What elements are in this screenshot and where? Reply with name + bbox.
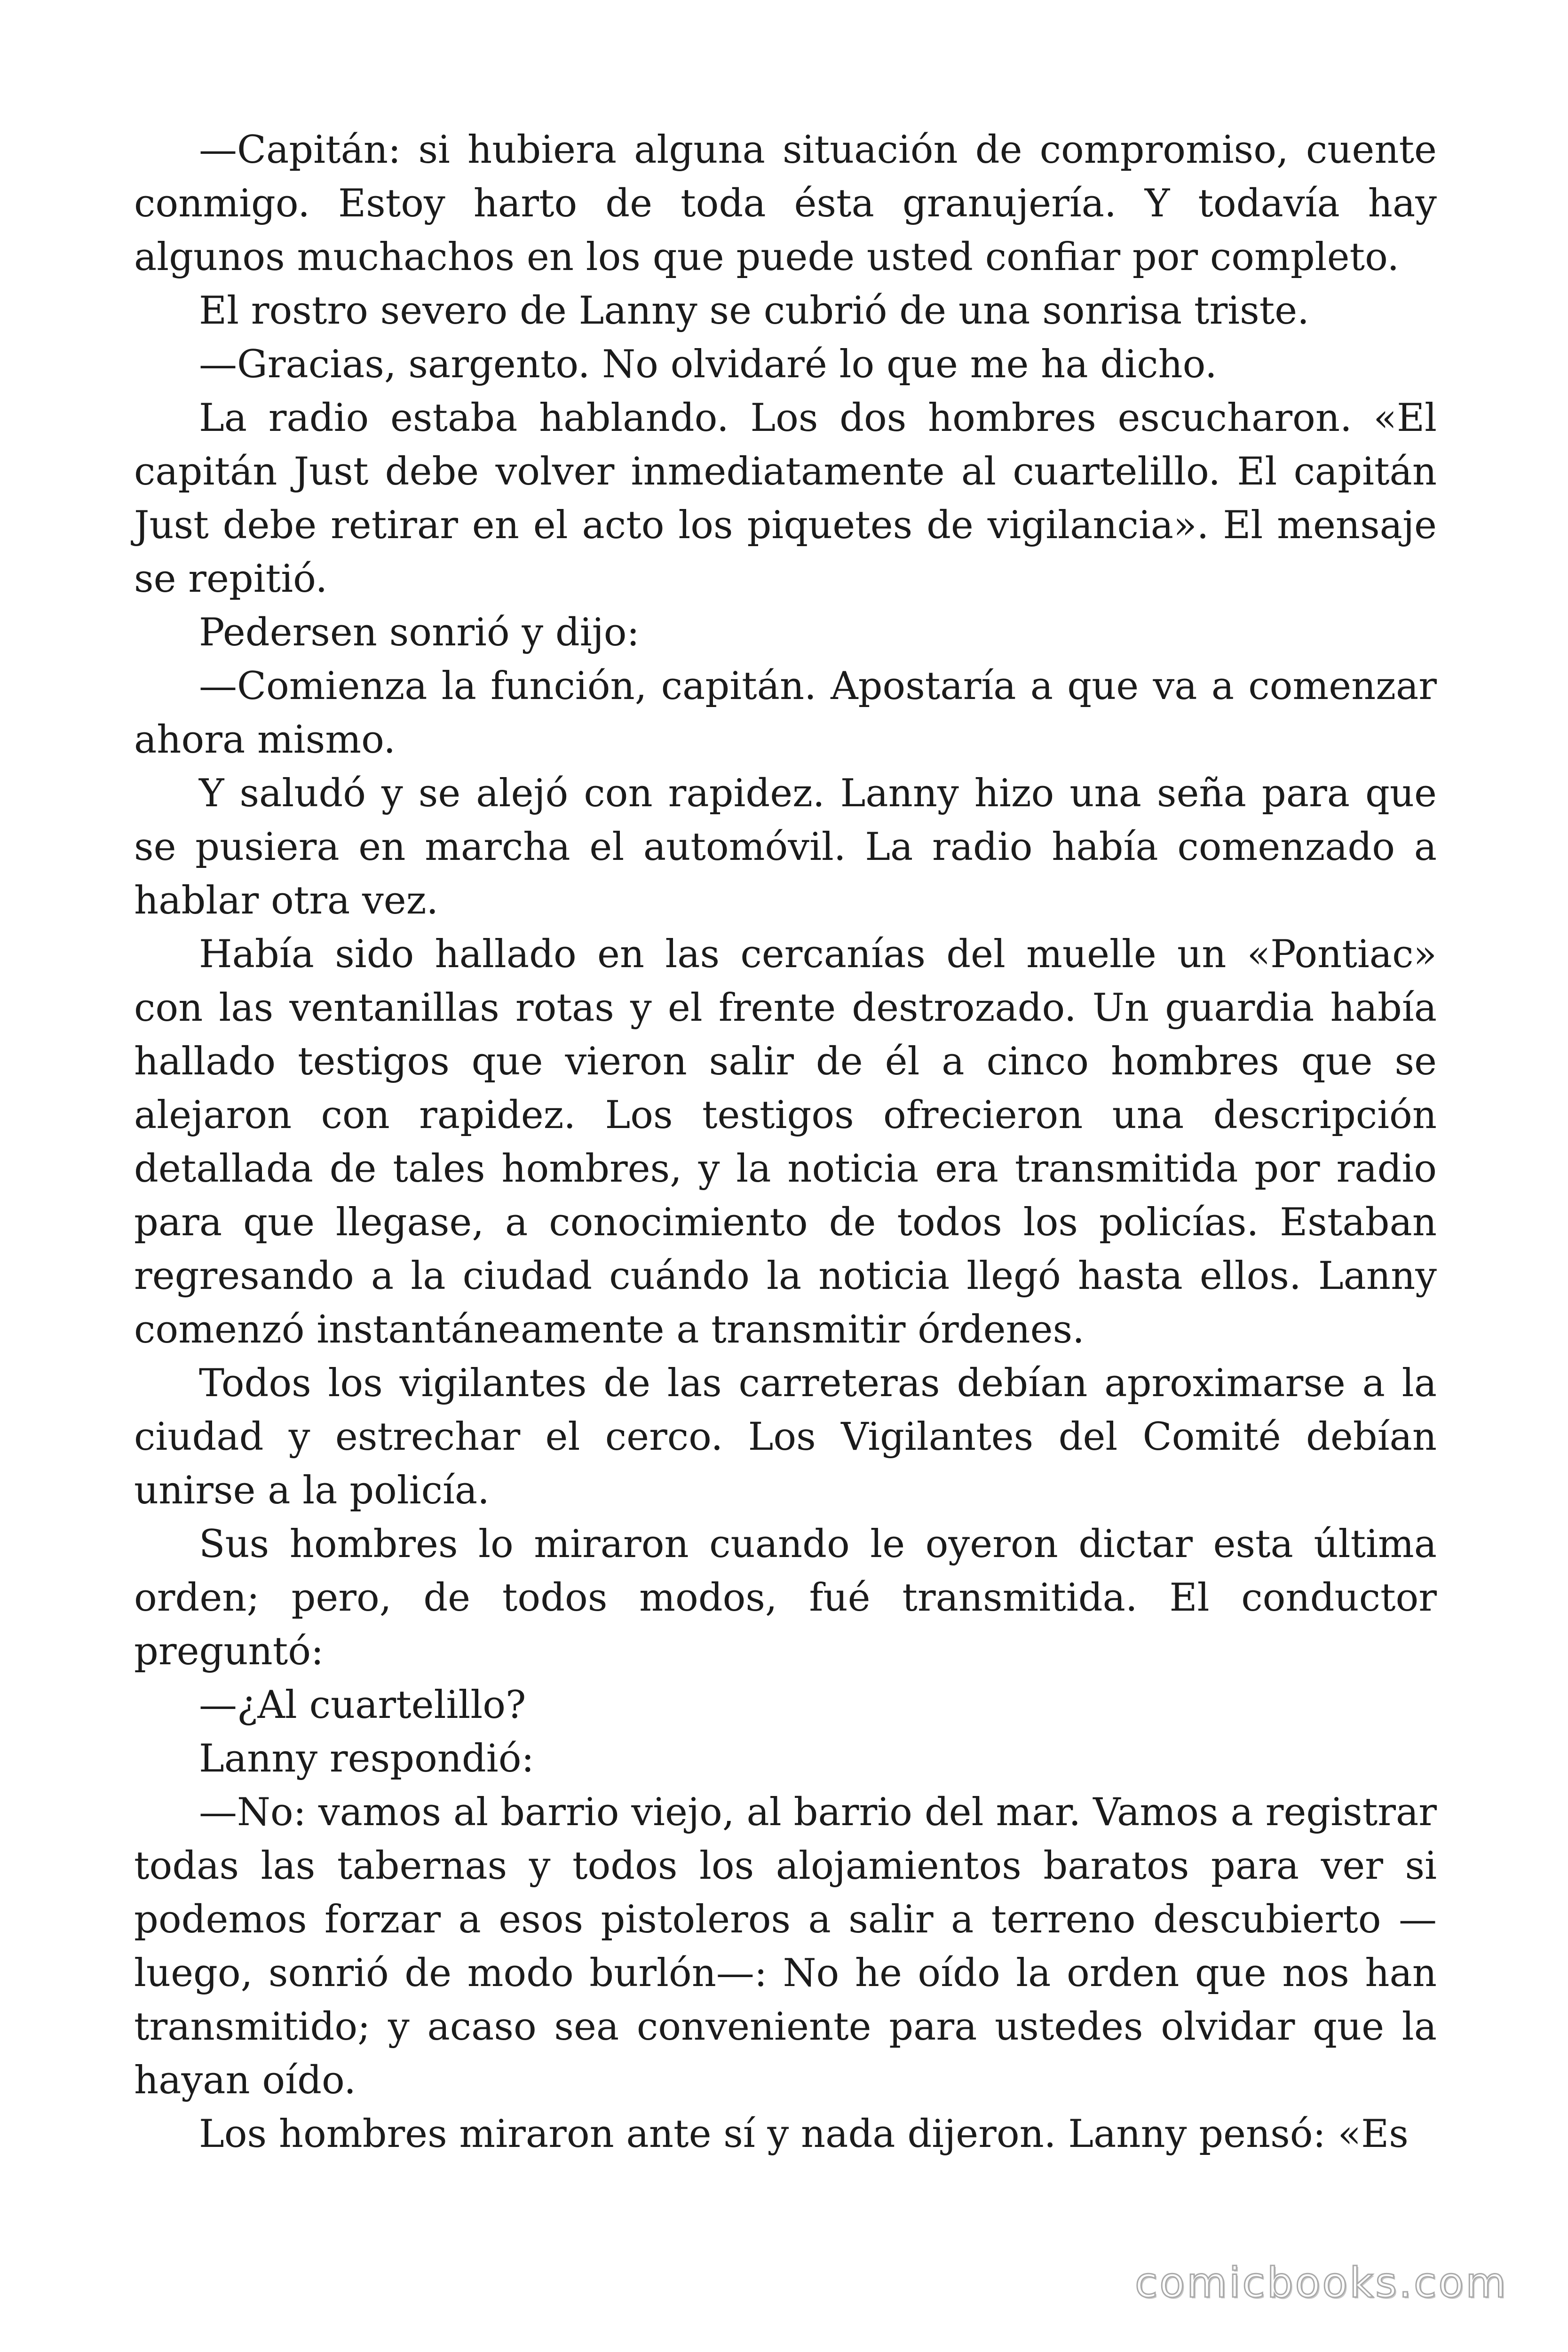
paragraph-14: Los hombres miraron ante sí y nada dijeron. Lanny pensó: «Es xyxy=(199,2112,1409,2156)
paragraph-13: —No: vamos al barrio viejo, al barrio del mar. Vamos a registrar todas las tabernas y todos los alojamientos baratos para ver si podemos forzar a esos pistoleros a salir a terreno descubierto —luego, sonrió de modo burlón—: No he oído la orden que nos han transmitido; y acaso sea conveniente para ustedes olvidar que la hayan oído. xyxy=(134,1790,1437,2103)
paragraph-2: El rostro severo de Lanny se cubrió de una sonrisa triste. xyxy=(199,289,1309,333)
paragraph-1: —Capitán: si hubiera alguna situación de compromiso, cuente conmigo. Estoy harto de toda ésta granujería. Y todavía hay algunos muchachos en los que puede usted confiar por completo. xyxy=(134,128,1437,279)
paragraph-3: —Gracias, sargento. No olvidaré lo que me ha dicho. xyxy=(199,342,1217,387)
body-text xyxy=(134,123,1437,2161)
paragraph-10: Sus hombres lo miraron cuando le oyeron dictar esta última orden; pero, de todos modos, fué transmitida. El conductor preguntó: xyxy=(134,1522,1437,1674)
paragraph-12: Lanny respondió: xyxy=(199,1737,534,1781)
paragraph-11: —¿Al cuartelillo? xyxy=(199,1683,526,1727)
paragraph-9: Todos los vigilantes de las carreteras debían aproximarse a la ciudad y estrechar el cerco. Los Vigilantes del Comité debían unirse a la policía. xyxy=(134,1361,1437,1513)
paragraph-6: —Comienza la función, capitán. Apostaría a que va a comenzar ahora mismo. xyxy=(134,664,1437,762)
paragraph-8: Había sido hallado en las cercanías del muelle un «Pontiac» con las ventanillas rotas y el frente destrozado. Un guardia había hallado testigos que vieron salir de él a cinco hombres que se alejaron con rapidez. Los testigos ofrecieron una descripción detallada de tales hombres, y la noticia era transmitida por radio para que llegase, a conocimiento de todos los policías. Estaban regresando a la ciudad cuándo la noticia llegó hasta ellos. Lanny comenzó instantáneamente a transmitir órdenes. xyxy=(134,932,1437,1352)
paragraph-4: La radio estaba hablando. Los dos hombres escucharon. «El capitán Just debe volver inmediatamente al cuartelillo. El capitán Just debe retirar en el acto los piquetes de vigilancia». El mensaje se repitió. xyxy=(134,396,1437,601)
paragraph-5: Pedersen sonrió y dijo: xyxy=(199,611,640,655)
paragraph-7: Y saludó y se alejó con rapidez. Lanny hizo una seña para que se pusiera en marcha el automóvil. La radio había comenzado a hablar otra vez. xyxy=(134,771,1437,923)
watermark: comicbooks.com xyxy=(1134,2258,1508,2307)
